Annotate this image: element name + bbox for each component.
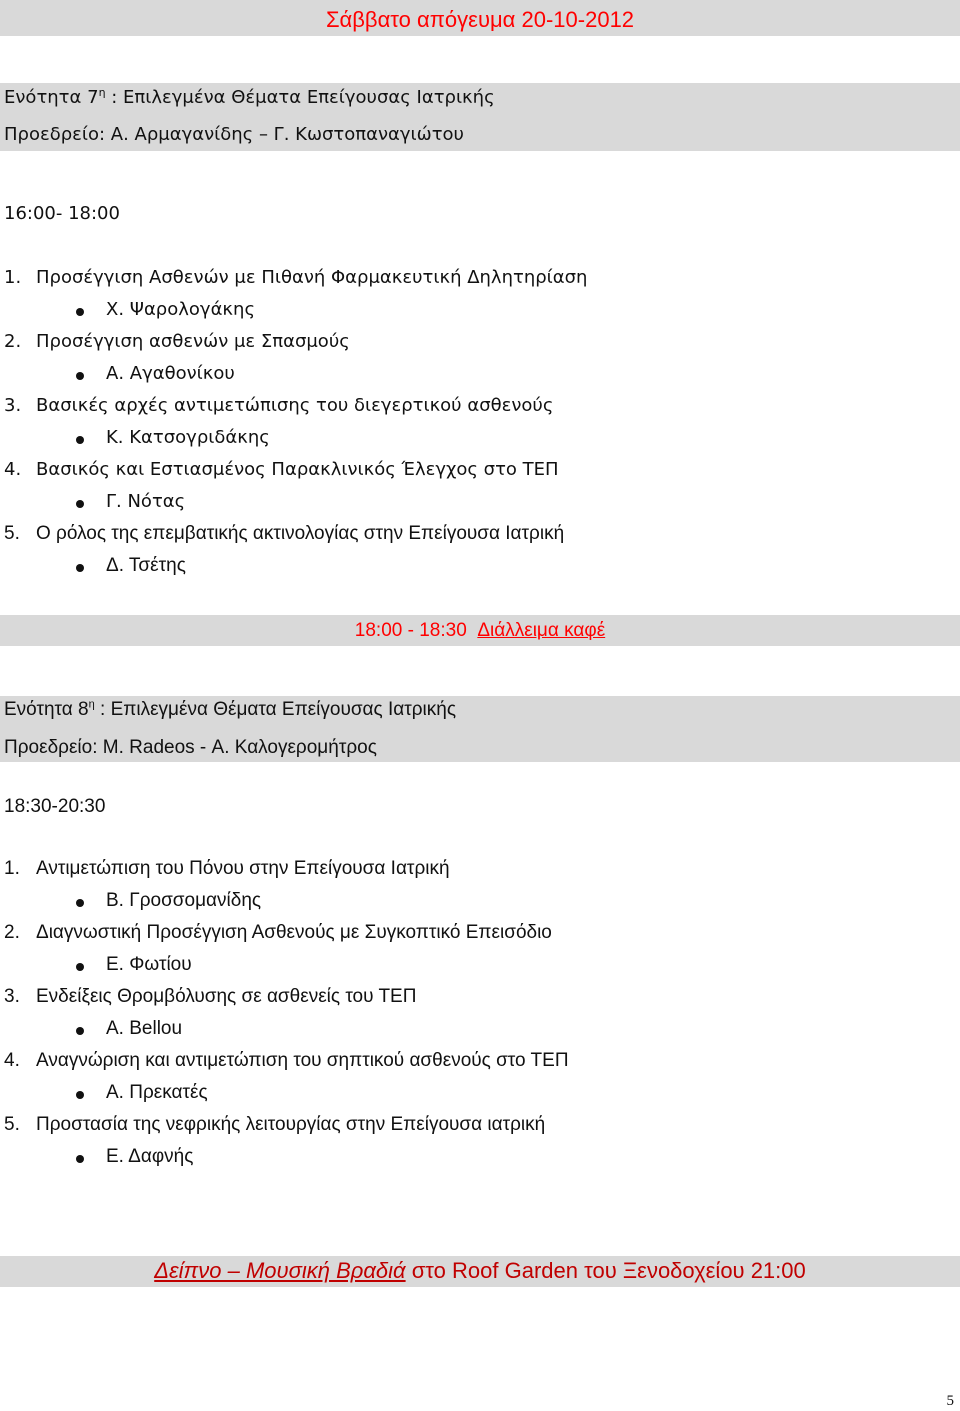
session8-talk-3 [4, 986, 416, 1008]
session8-time: 18:30-20:30 [4, 796, 106, 817]
session7-chairs: Προεδρείο: Α. Αρμαγανίδης – Γ. Κωστοπαναγιώτου [4, 124, 464, 145]
session7-talk-5 [4, 523, 564, 545]
talk-title: Ενδείξεις Θρομβόλυσης σε ασθενείς του ΤΕΠ [36, 986, 417, 1007]
talk-title: Προστασία της νεφρικής λειτουργίας στην Επείγουσα ιατρική [36, 1114, 546, 1135]
session8-chairs: Προεδρείο: M. Radeos - Α. Καλογερομήτρος [4, 737, 377, 758]
session8-talk-5 [4, 1114, 545, 1136]
session8-speaker-5 [106, 1146, 193, 1168]
speaker-name: A. Bellou [106, 1018, 183, 1039]
talk-number: 1. [4, 858, 20, 879]
bullet-icon [76, 500, 84, 508]
talk-title: Βασικές αρχές αντιμετώπισης του διεγερτικού ασθενούς [36, 395, 554, 416]
bullet-icon [76, 1155, 84, 1163]
session8-title-suffix: : Επιλεγμένα Θέματα Επείγουσας Ιατρικής [94, 699, 457, 720]
talk-number: 4. [4, 1050, 20, 1071]
dinner-rest: στο Roof Garden του Ξενοδοχείου 21:00 [405, 1258, 806, 1283]
talk-number: 3. [4, 395, 22, 416]
talk-number: 5. [4, 523, 20, 544]
session8-title [4, 699, 456, 721]
talk-number: 4. [4, 459, 22, 480]
talk-title: Ο ρόλος της επεμβατικής ακτινολογίας στην Επείγουσα Ιατρική [36, 523, 565, 544]
session8-speaker-3 [106, 1018, 182, 1040]
coffee-break-time: 18:00 - 18:30 [354, 620, 467, 641]
speaker-name: Β. Γροσσομανίδης [106, 890, 262, 911]
bullet-icon [76, 1091, 84, 1099]
speaker-name: Γ. Νότας [106, 491, 186, 512]
talk-number: 2. [4, 922, 20, 943]
talk-title: Προσέγγιση ασθενών με Σπασμούς [36, 331, 350, 352]
session7-talk-3 [4, 395, 553, 416]
page-number: 5 [946, 1393, 954, 1409]
coffee-break [0, 620, 960, 642]
session7-title-prefix: Ενότητα 7 [4, 87, 99, 108]
session7-speaker-1 [106, 299, 255, 320]
talk-title: Προσέγγιση Ασθενών με Πιθανή Φαρμακευτική Δηλητηρίαση [36, 267, 588, 288]
session7-speaker-4 [106, 491, 185, 512]
session7-talk-4 [4, 459, 559, 480]
bullet-icon [76, 436, 84, 444]
speaker-name: Δ. Τσέτης [106, 555, 186, 576]
speaker-name: Χ. Ψαρολογάκης [106, 299, 256, 320]
bullet-icon [76, 899, 84, 907]
talk-title: Αναγνώριση και αντιμετώπιση του σηπτικού ασθενούς στο ΤΕΠ [36, 1050, 569, 1071]
session8-talk-2 [4, 922, 552, 944]
bullet-icon [76, 372, 84, 380]
dinner-italic-part: Δείπνο – Μουσική Βραδιά [154, 1258, 406, 1283]
talk-number: 2. [4, 331, 22, 352]
talk-number: 5. [4, 1114, 20, 1135]
speaker-name: Α. Πρεκατές [106, 1082, 208, 1103]
coffee-break-label: Διάλλειμα καφέ [477, 620, 606, 641]
bullet-icon [76, 963, 84, 971]
session8-title-prefix: Ενότητα 8 [4, 699, 89, 720]
session7-speaker-3 [106, 427, 270, 448]
session8-speaker-4 [106, 1082, 208, 1104]
session7-speaker-5 [106, 555, 186, 577]
dinner-announcement [0, 1258, 960, 1284]
session8-talk-1 [4, 858, 450, 880]
session7-title [4, 87, 495, 108]
session8-speaker-1 [106, 890, 261, 912]
session7-talk-1 [4, 267, 587, 288]
session7-time: 16:00- 18:00 [4, 203, 120, 224]
speaker-name: Ε. Δαφνής [106, 1146, 194, 1167]
talk-title: Βασικός και Εστιασμένος Παρακλινικός Έλεγχος στο ΤΕΠ [36, 459, 559, 480]
bullet-icon [76, 564, 84, 572]
session8-speaker-2 [106, 954, 192, 976]
day-title: Σάββατο απόγευμα 20-10-2012 [325, 7, 635, 32]
session7-speaker-2 [106, 363, 235, 384]
bullet-icon [76, 308, 84, 316]
talk-number: 1. [4, 267, 22, 288]
talk-title: Αντιμετώπιση του Πόνου στην Επείγουσα Ιατρική [36, 858, 450, 879]
session7-title-suffix: : Επιλεγμένα Θέματα Επείγουσας Ιατρικής [105, 87, 495, 108]
speaker-name: Ε. Φωτίου [106, 954, 192, 975]
speaker-name: Κ. Κατσογριδάκης [106, 427, 270, 448]
session7-talk-2 [4, 331, 350, 352]
speaker-name: Α. Αγαθονίκου [106, 363, 235, 384]
session8-talk-4 [4, 1050, 569, 1072]
bullet-icon [76, 1027, 84, 1035]
talk-title: Διαγνωστική Προσέγγιση Ασθενούς με Συγκοπτικό Επεισόδιο [36, 922, 552, 943]
session8-title-sup: η [88, 698, 95, 711]
session7-title-sup: η [98, 86, 106, 99]
talk-number: 3. [4, 986, 20, 1007]
